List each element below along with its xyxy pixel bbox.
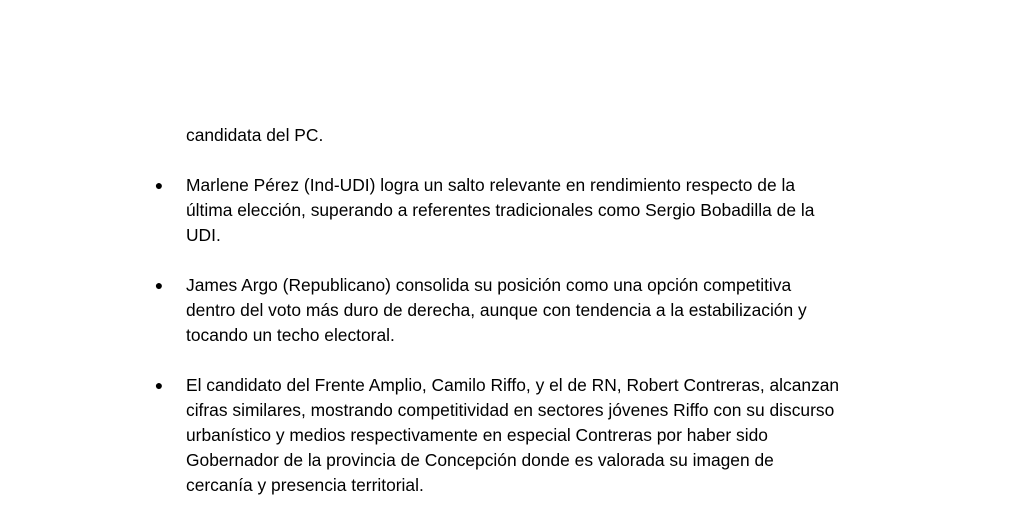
bullet-marker-2: ● [154, 277, 164, 293]
bullet-3-line-4: Gobernador de la provincia de Concepción donde es valorada su imagen de [186, 450, 774, 470]
continuation-line: candidata del PC. [186, 125, 324, 145]
bullet-marker-3: ● [154, 377, 164, 393]
bullet-3-line-5: cercanía y presencia territorial. [186, 475, 424, 495]
bullet-1-line-2: última elección, superando a referentes tradicionales como Sergio Bobadilla de la [186, 200, 815, 220]
bullet-2-line-1: James Argo (Republicano) consolida su posición como una opción competitiva [186, 275, 792, 295]
bullet-1-line-3: UDI. [186, 225, 221, 245]
bullet-marker-1: ● [154, 177, 164, 193]
bullet-3-line-2: cifras similares, mostrando competitividad en sectores jóvenes Riffo con su discurso [186, 400, 835, 420]
bullet-3-line-1: El candidato del Frente Amplio, Camilo Riffo, y el de RN, Robert Contreras, alcanzan [186, 375, 840, 395]
bullet-3-line-3: urbanístico y medios respectivamente en especial Contreras por haber sido [186, 425, 768, 445]
bullet-2-line-3: tocando un techo electoral. [186, 325, 395, 345]
bullet-1-line-1: Marlene Pérez (Ind-UDI) logra un salto relevante en rendimiento respecto de la [186, 175, 795, 195]
bullet-2-line-2: dentro del voto más duro de derecha, aunque con tendencia a la estabilización y [186, 300, 807, 320]
